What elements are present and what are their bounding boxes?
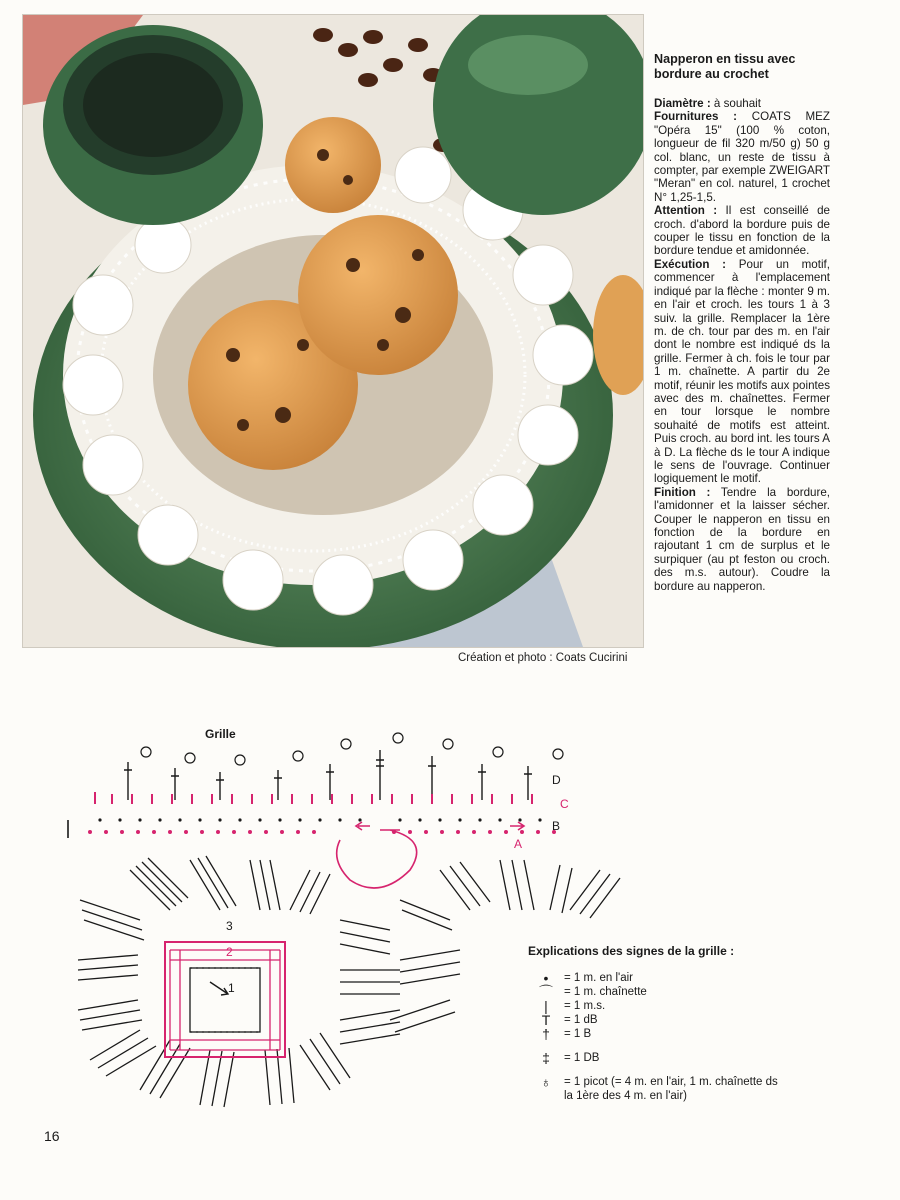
legend-row-hdc bbox=[528, 1013, 788, 1027]
article-photo bbox=[22, 14, 644, 648]
fournitures-paragraph bbox=[654, 110, 830, 204]
legend-row-tr bbox=[528, 1051, 788, 1065]
round-label-b: B bbox=[552, 819, 561, 833]
finition-label: Finition : bbox=[654, 485, 711, 499]
round-a-chains bbox=[88, 830, 556, 834]
round-c-stitches bbox=[95, 792, 532, 804]
slip-stitch-icon: ⌒ bbox=[539, 984, 553, 1000]
finition-paragraph bbox=[654, 486, 830, 593]
legend-text-picot: = 1 picot (= 4 m. en l'air, 1 m. chaînette ds la 1ère des 4 m. en l'air) bbox=[564, 1076, 778, 1102]
chain-stitch-icon: • bbox=[543, 970, 549, 986]
legend-text-dc: = 1 B bbox=[564, 1028, 592, 1040]
direction-arrow-right bbox=[510, 822, 524, 830]
motif-round-labels bbox=[226, 919, 235, 995]
half-double-icon: T bbox=[541, 1012, 551, 1028]
treble-crochet-icon: ‡ bbox=[542, 1050, 550, 1066]
finition-text: Tendre la bordure, l'amidonner et la laisser sécher. Couper le napperon en tissu en fonction de la bordure en rajoutant 1 cm de surplus et le surpiquer (au pt feston ou croch. des m.s. autour). Coudre la bordure au napperon. bbox=[654, 485, 831, 593]
join-loop bbox=[337, 830, 417, 888]
legend-title: Explications des signes de la grille : bbox=[528, 944, 735, 958]
legend-text-slip: = 1 m. chaînette bbox=[564, 986, 647, 998]
double-crochet-icon: † bbox=[542, 1026, 550, 1042]
legend-text-sc: = 1 m.s. bbox=[564, 1000, 606, 1012]
direction-arrow-left bbox=[356, 822, 370, 830]
legend-row-slip bbox=[528, 985, 788, 999]
motif-round-label-1: 1 bbox=[228, 981, 235, 995]
single-crochet-icon: | bbox=[544, 998, 548, 1014]
attention-text: Il est conseillé de croch. d'abord la bordure puis de couper le tissu en fonction de la bordure tendue et amidonnée. bbox=[654, 204, 831, 258]
round-labels bbox=[514, 773, 569, 851]
motif-round-label-2: 2 bbox=[226, 945, 233, 959]
fournitures-text: COATS MEZ "Opéra 15" (100 % coton, longueur de fil 320 m/50 g) 50 g col. blanc, un reste de tissu à compter, par exemple ZWEIGART "Meran" en col. naturel, 1 crochet N° 1,25-1,5. bbox=[654, 110, 830, 204]
execution-paragraph bbox=[654, 258, 830, 486]
execution-label: Exécution : bbox=[654, 257, 727, 271]
diagram-title: Grille bbox=[205, 727, 236, 741]
legend-row-dc bbox=[528, 1027, 788, 1041]
legend-row-sc bbox=[528, 999, 788, 1013]
round-label-d: D bbox=[552, 773, 561, 787]
round-label-a: A bbox=[514, 837, 523, 851]
motif-centre bbox=[165, 942, 285, 1057]
attention-paragraph bbox=[654, 204, 830, 258]
page-number: 16 bbox=[44, 1128, 60, 1144]
diametre-paragraph bbox=[654, 97, 830, 110]
motif-round-label-3: 3 bbox=[226, 919, 233, 933]
photo-illustration bbox=[23, 15, 643, 647]
execution-text: Pour un motif, commencer à l'emplacement indiqué par la flèche : monter 9 m. en l'air et croch. les tours 1 à 3 suiv. la grille. Remplacer la 1ère m. de ch. tour par des m. en l'air dont le nombre est indiqué ds la grille. Fermer à ch. fois le tour par 1 m. chaînette. A partir du 2e motif, réunir les motifs aux pointes avec des m. chaînettes. Fermer en tour lorsque le nombre souhaité de motifs est atteint. Puis croch. au bord int. les tours A à D. La flèche ds le tour A indique le sens de l'ouvrage. Continuer logiquement le motif. bbox=[654, 257, 830, 486]
legend-text-hdc: = 1 dB bbox=[564, 1014, 598, 1026]
legend-row-picot bbox=[528, 1075, 788, 1103]
picot-icon: ♁ bbox=[540, 1074, 552, 1090]
diametre-label: Diamètre : bbox=[654, 97, 711, 110]
attention-label: Attention : bbox=[654, 204, 718, 218]
article-text bbox=[654, 52, 830, 593]
round-b-chains bbox=[98, 818, 541, 821]
chart-legend bbox=[528, 944, 788, 1103]
legend-row-chain bbox=[528, 971, 788, 985]
diametre-text: à souhait bbox=[710, 97, 761, 110]
fournitures-label: Fournitures : bbox=[654, 110, 737, 124]
round-label-c: C bbox=[560, 797, 569, 811]
legend-text-chain: = 1 m. en l'air bbox=[564, 972, 633, 984]
legend-text-tr: = 1 DB bbox=[564, 1052, 600, 1064]
photo-credit: Création et photo : Coats Cucirini bbox=[458, 652, 628, 664]
article-title: Napperon en tissu avec bordure au crochet bbox=[654, 52, 796, 81]
